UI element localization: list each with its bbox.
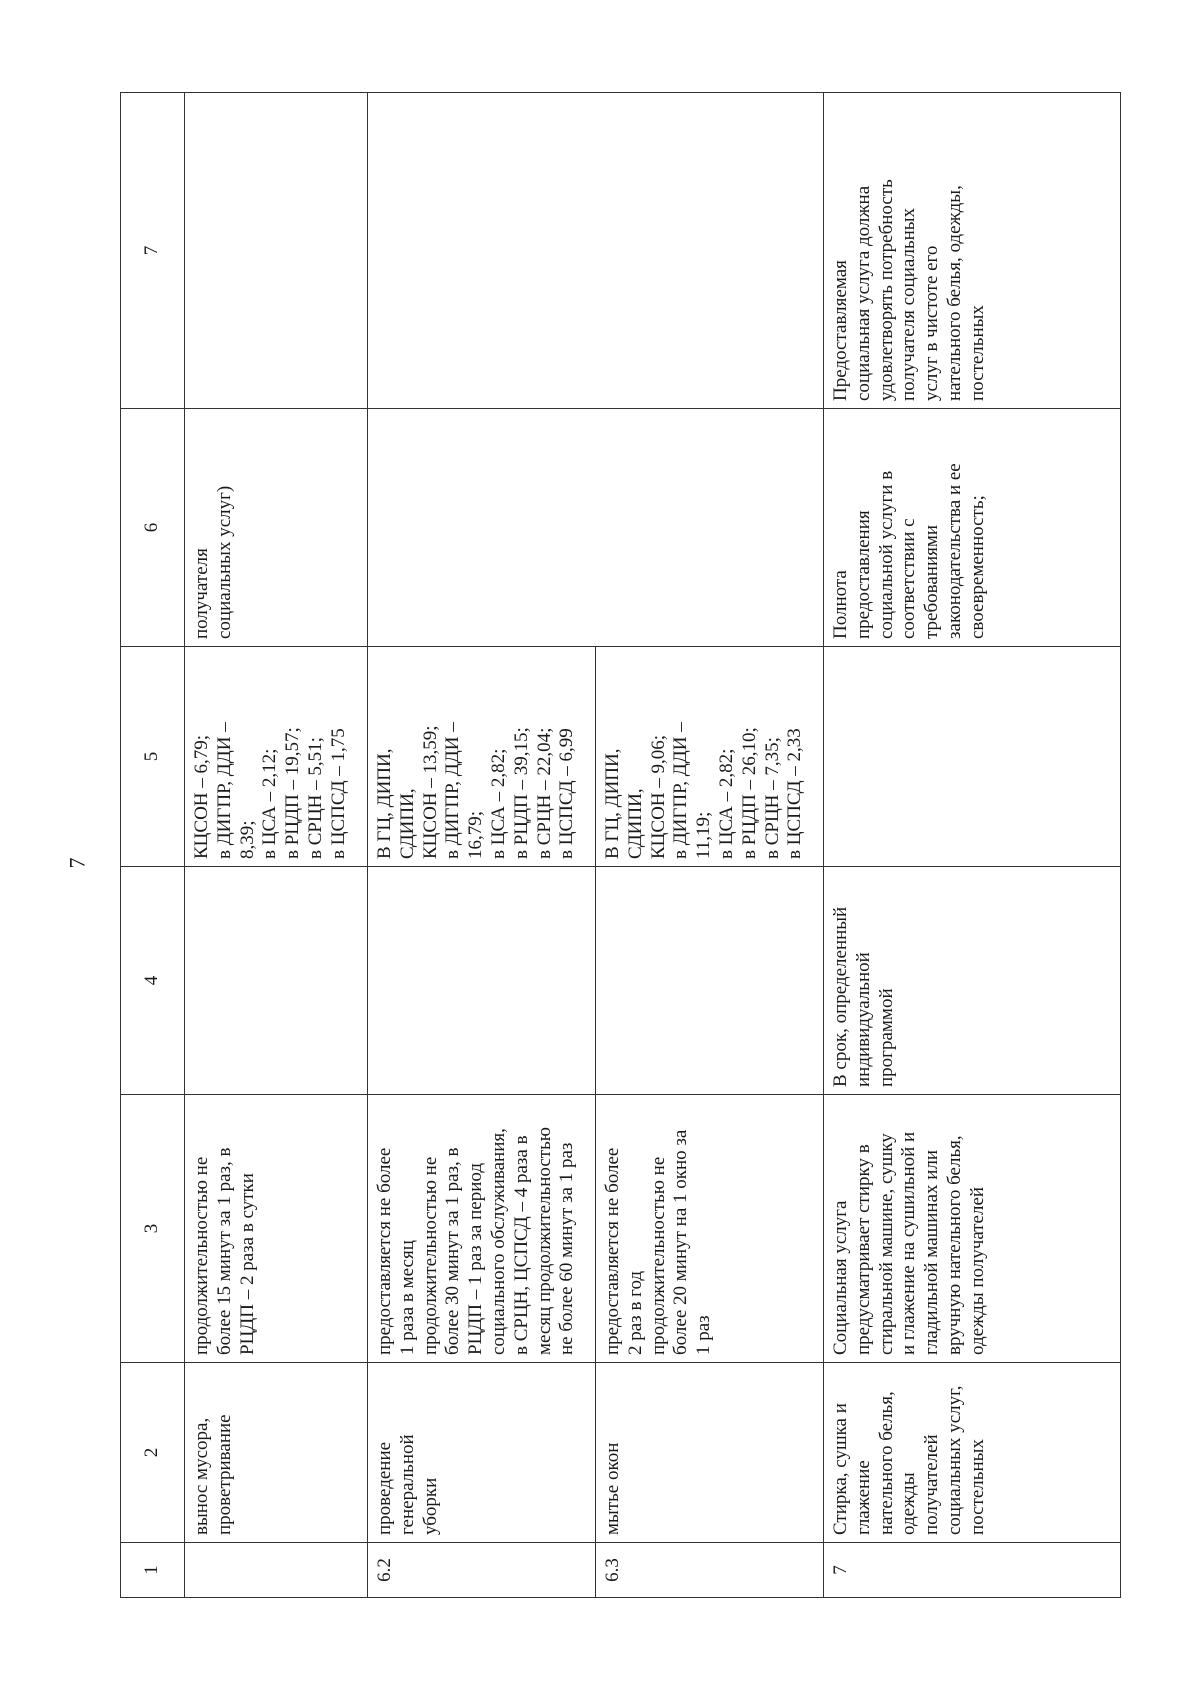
service-term: В срок, определенный индивидуальной программой	[824, 867, 1121, 1095]
quality-indicators-empty	[368, 409, 824, 647]
service-tariff	[824, 647, 1121, 867]
header-cell: 1	[121, 1543, 185, 1598]
service-name: мытье окон	[596, 1363, 824, 1543]
row-number	[185, 1543, 368, 1598]
service-name: проведение генеральной уборки	[368, 1363, 596, 1543]
evaluation-conditions-empty	[368, 93, 824, 409]
header-cell: 4	[121, 867, 185, 1095]
service-tariff: КЦСОН – 6,79; в ДИГПР, ДДИ – 8,39; в ЦСА – 2,12; в РЦДП – 19,57; в СРЦН – 5,51; в ЦСПСД – 1,75	[185, 647, 368, 867]
service-term	[596, 867, 824, 1095]
service-description: предоставляется не более 2 раз в год продолжительностью не более 20 минут на 1 окно за 1 раз	[596, 1095, 824, 1363]
services-table	[120, 92, 1121, 1598]
quality-indicators: получателя социальных услуг)	[185, 409, 368, 647]
row-number: 7	[824, 1543, 1121, 1598]
service-description: продолжительностью не более 15 минут за 1 раз, в РЦДП – 2 раза в сутки	[185, 1095, 368, 1363]
header-cell: 6	[121, 409, 185, 647]
evaluation-conditions	[185, 93, 368, 409]
table-row	[824, 93, 1121, 1598]
service-tariff: В ГЦ, ДИПИ, СДИПИ, КЦСОН – 13,59; в ДИГПР, ДДИ – 16,79; в ЦСА – 2,82; в РЦДП – 39,15; в СРЦН – 22,04; в ЦСПСД – 6,99	[368, 647, 596, 867]
table-row	[185, 93, 368, 1598]
table-row	[368, 93, 596, 1598]
quality-indicators: Полнота предоставления социальной услуги в соответствии с требованиями законодательства и ее своевременность;	[824, 409, 1121, 647]
service-term	[368, 867, 596, 1095]
header-row	[121, 93, 185, 1598]
evaluation-conditions: Предоставляемая социальная услуга должна удовлетворять потребность получателя социальных услуг в чистоте его нательного белья, одежды, постельных	[824, 93, 1121, 409]
row-number: 6.2	[368, 1543, 596, 1598]
row-number: 6.3	[596, 1543, 824, 1598]
header-cell: 2	[121, 1363, 185, 1543]
service-name: вынос мусора, проветривание	[185, 1363, 368, 1543]
service-description: предоставляется не более 1 раза в месяц продолжительностью не более 30 минут за 1 раз, в РЦДП – 1 раз за период социального обслуживания, в СРЦН, ЦСПСД – 4 раза в месяц продолжительностью не более 60 минут за 1 раз	[368, 1095, 596, 1363]
header-cell: 7	[121, 93, 185, 409]
service-name: Стирка, сушка и глажение нательного белья, одежды получателей социальных услуг, постельных	[824, 1363, 1121, 1543]
service-description: Социальная услуга предусматривает стирку в стиральной машине, сушку и глажение на сушильной и гладильной машинах или вручную нательного белья, одежды получателей	[824, 1095, 1121, 1363]
service-term	[185, 867, 368, 1095]
service-tariff: В ГЦ, ДИПИ, СДИПИ, КЦСОН – 9,06; в ДИГПР, ДДИ – 11,19; в ЦСА – 2,82; в РЦДП – 26,10; в СРЦН – 7,35; в ЦСПСД – 2,33	[596, 647, 824, 867]
header-cell: 3	[121, 1095, 185, 1363]
rotated-table-container	[120, 93, 1120, 1598]
header-cell: 5	[121, 647, 185, 867]
page-number: 7	[64, 857, 90, 869]
